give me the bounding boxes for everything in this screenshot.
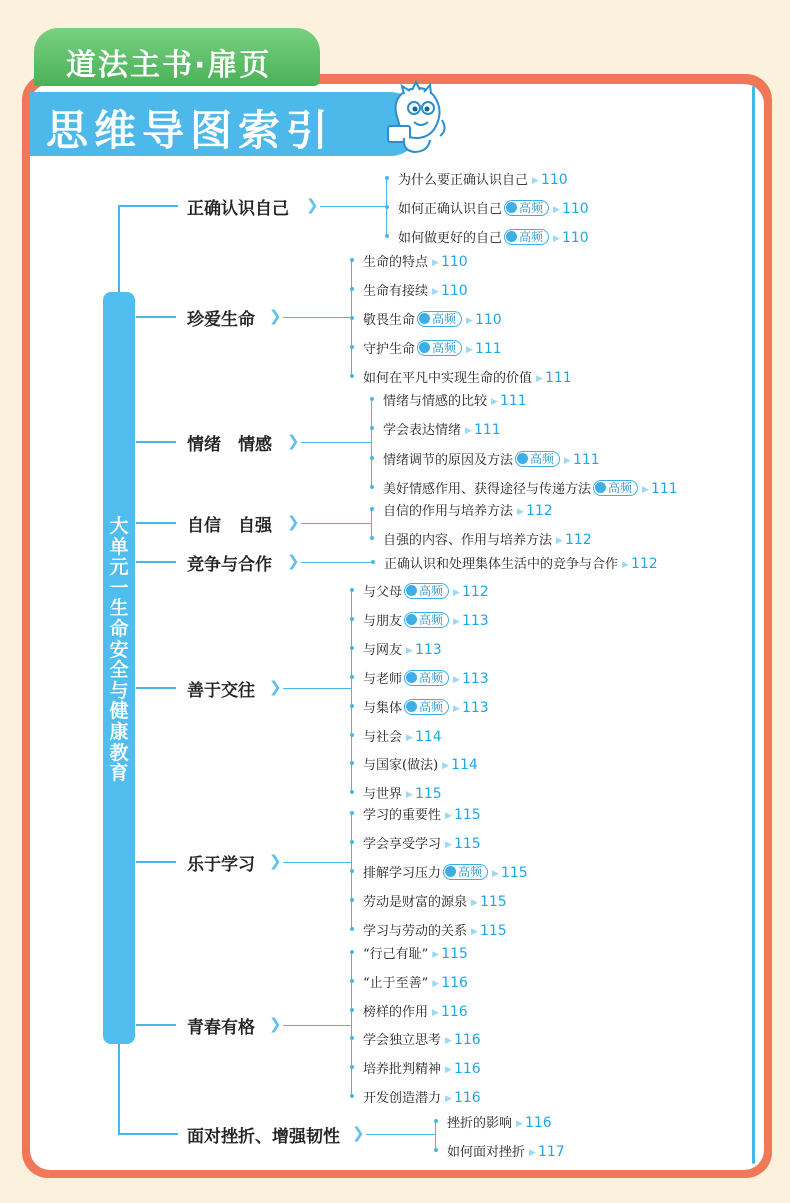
bullet-dot [434, 1119, 438, 1123]
category-label: 青春有格 [187, 1018, 255, 1038]
index-item-text: 情绪与情感的比较 [383, 394, 488, 409]
page-number: 114 [414, 728, 442, 745]
index-item-text: 自强的内容、作用与培养方法 [383, 533, 553, 548]
index-item-text: 与集体 [363, 700, 403, 716]
index-item [363, 668, 489, 687]
index-item [363, 920, 507, 939]
index-item-text: 为什么要正确认识自己 [398, 173, 529, 188]
page-number: 110 [474, 312, 502, 328]
high-frequency-badge [404, 670, 449, 686]
connector-line [301, 442, 371, 443]
page-number: 115 [441, 946, 468, 962]
arrow-right-icon: ▶ [492, 868, 499, 879]
index-item-text: 如何面对挫折 [447, 1145, 526, 1160]
badge-label: 高频 [458, 864, 483, 879]
category-label: 善于交往 [187, 681, 255, 701]
bullet-dot [350, 811, 354, 815]
arrow-right-icon: ▶ [453, 588, 460, 598]
index-item [383, 500, 553, 519]
index-item-text: “行己有耻” [363, 947, 429, 962]
index-item [363, 581, 489, 600]
bullet-dot [350, 761, 354, 765]
bullet-dot [370, 397, 374, 401]
index-item [363, 251, 468, 270]
index-item [383, 478, 678, 497]
bullet-dot [350, 287, 354, 291]
high-frequency-badge [515, 451, 560, 467]
arrow-right-icon: ▶ [432, 287, 439, 297]
chevron-right-icon: ❯ [287, 432, 300, 450]
index-item-text: 与网友 [363, 642, 403, 658]
index-item [384, 553, 658, 572]
branch-line [136, 441, 176, 443]
badge-label: 高频 [419, 699, 444, 714]
high-frequency-badge [417, 340, 462, 356]
high-frequency-badge [404, 699, 449, 715]
arrow-right-icon: ▶ [564, 455, 571, 466]
index-item-text: 排解学习压力 [363, 865, 442, 881]
bullet-dot [350, 840, 354, 844]
bullet-dot [350, 345, 354, 349]
bullet-dot [350, 733, 354, 737]
page-number: 111 [544, 370, 572, 386]
bullet-dot [370, 426, 374, 430]
high-frequency-badge [593, 480, 638, 496]
page-number: 117 [537, 1144, 565, 1160]
badge-circle-icon [406, 701, 417, 712]
index-item [363, 891, 507, 910]
index-item [363, 1029, 481, 1048]
index-item-text: 自信的作用与培养方法 [383, 504, 514, 519]
bullet-dot [350, 646, 354, 650]
branch-line [118, 205, 178, 207]
arrow-right-icon: ▶ [517, 507, 524, 517]
badge-label: 高频 [419, 670, 444, 685]
header-tab-label: 道法主书·扉页 [66, 48, 272, 83]
arrow-right-icon: ▶ [556, 536, 563, 546]
bullet-dot [350, 258, 354, 262]
index-item-text: 生命有接续 [363, 284, 429, 299]
page-number: 112 [525, 503, 553, 519]
page-number: 116 [440, 1003, 468, 1020]
index-item [363, 697, 489, 716]
bullet-dot [385, 176, 389, 180]
index-item [363, 943, 468, 962]
arrow-right-icon: ▶ [453, 703, 460, 714]
trunk-line-top [118, 206, 120, 292]
arrow-right-icon: ▶ [465, 426, 472, 437]
index-item-text: 如何做更好的自己 [398, 231, 503, 246]
index-item [447, 1141, 565, 1160]
index-item-text: 榜样的作用 [363, 1004, 429, 1020]
badge-label: 高频 [608, 480, 633, 495]
page-number: 111 [474, 341, 502, 357]
arrow-right-icon: ▶ [432, 1007, 439, 1018]
page-number: 110 [561, 201, 589, 217]
branch-line [118, 1133, 178, 1135]
connector-line [366, 1134, 435, 1135]
bullet-dot [350, 675, 354, 679]
arrow-right-icon: ▶ [529, 1148, 536, 1158]
page-title: 思维导图索引 [46, 106, 335, 155]
chevron-right-icon: ❯ [269, 1015, 282, 1033]
index-item-text: 与社会 [363, 729, 403, 745]
arrow-right-icon: ▶ [445, 1036, 452, 1047]
arrow-right-icon: ▶ [622, 560, 629, 570]
bullet-dot [370, 507, 374, 511]
index-item-text: 生命的特点 [363, 255, 429, 270]
index-item [363, 726, 442, 745]
connector-line [320, 206, 386, 207]
bullet-dot [385, 234, 389, 238]
bullet-dot [350, 898, 354, 902]
dinosaur-mascot-icon [384, 80, 448, 154]
index-item [383, 529, 592, 548]
index-item-text: 与朋友 [363, 613, 403, 629]
index-item [363, 754, 478, 773]
index-item-text: 培养批判精神 [363, 1062, 442, 1078]
category-label: 面对挫折、增强韧性 [187, 1127, 340, 1147]
page-number: 116 [453, 1090, 481, 1106]
page-number: 115 [479, 893, 507, 910]
arrow-right-icon: ▶ [471, 897, 478, 908]
arrow-right-icon: ▶ [553, 234, 560, 244]
index-item [363, 783, 442, 802]
branch-line [136, 1024, 176, 1026]
index-item [398, 169, 568, 188]
category-label: 竞争与合作 [187, 555, 272, 575]
index-item [383, 390, 527, 409]
index-item-text: 情绪调节的原因及方法 [383, 452, 514, 468]
arrow-right-icon: ▶ [553, 205, 560, 215]
index-item [383, 449, 600, 468]
arrow-right-icon: ▶ [453, 674, 460, 685]
page-number: 114 [451, 757, 478, 774]
badge-label: 高频 [519, 230, 544, 244]
arrow-right-icon: ▶ [532, 176, 539, 186]
index-item-text: 正确认识和处理集体生活中的竞争与合作 [384, 557, 619, 572]
bracket-line [351, 952, 352, 1096]
page-number: 115 [453, 807, 481, 823]
bullet-dot [350, 979, 354, 983]
right-edge-line [752, 86, 755, 1164]
arrow-right-icon: ▶ [466, 345, 473, 355]
arrow-right-icon: ▶ [406, 790, 413, 801]
page-number: 116 [524, 1115, 552, 1131]
index-item-text: 与父母 [363, 585, 403, 600]
index-item [363, 1001, 468, 1020]
bracket-line [435, 1121, 436, 1150]
badge-label: 高频 [432, 312, 457, 326]
page-number: 116 [453, 1032, 481, 1049]
branch-line [136, 561, 176, 563]
page-number: 111 [499, 393, 527, 409]
bullet-dot [350, 704, 354, 708]
index-item [383, 419, 501, 438]
arrow-right-icon: ▶ [406, 732, 413, 743]
index-item [363, 804, 481, 823]
bullet-dot [385, 205, 389, 209]
page-number: 112 [630, 556, 658, 572]
badge-circle-icon [406, 614, 417, 625]
chevron-right-icon: ❯ [306, 196, 319, 214]
bullet-dot [350, 374, 354, 378]
page-number: 113 [414, 641, 442, 658]
index-item [398, 227, 589, 246]
arrow-right-icon: ▶ [445, 839, 452, 850]
arrow-right-icon: ▶ [453, 616, 460, 627]
bullet-dot [350, 1008, 354, 1012]
index-item [363, 338, 502, 357]
branch-line [136, 861, 176, 863]
badge-label: 高频 [432, 341, 457, 355]
branch-line [136, 316, 176, 318]
index-item [363, 367, 572, 386]
index-item-text: 如何在平凡中实现生命的价值 [363, 371, 533, 386]
badge-label: 高频 [419, 612, 444, 627]
branch-line [136, 687, 176, 689]
bullet-dot [350, 1094, 354, 1098]
index-item-text: 与国家(做法) [363, 758, 439, 774]
arrow-right-icon: ▶ [642, 484, 649, 495]
page-number: 113 [461, 612, 489, 629]
chevron-right-icon: ❯ [287, 552, 300, 570]
page-number: 112 [461, 584, 489, 600]
chevron-right-icon: ❯ [269, 307, 282, 325]
page-number: 112 [564, 532, 592, 548]
arrow-right-icon: ▶ [516, 1119, 523, 1129]
page-number: 115 [453, 835, 481, 852]
index-item [363, 833, 481, 852]
bullet-dot [371, 560, 375, 564]
index-item-text: 劳动是财富的源泉 [363, 894, 468, 910]
category-label: 自信 自强 [187, 516, 272, 536]
page-number: 110 [561, 230, 589, 246]
index-item [363, 639, 442, 658]
connector-line [283, 1025, 351, 1026]
bullet-dot [370, 536, 374, 540]
branch-line [136, 522, 176, 524]
bullet-dot [350, 950, 354, 954]
page-number: 111 [650, 480, 678, 497]
page-number: 110 [540, 172, 568, 188]
index-item [363, 862, 528, 881]
bullet-dot [370, 456, 374, 460]
connector-line [301, 523, 371, 524]
index-item [447, 1112, 552, 1131]
connector-line [301, 562, 372, 563]
arrow-right-icon: ▶ [466, 316, 473, 326]
high-frequency-badge [443, 864, 488, 880]
page-number: 113 [461, 670, 489, 687]
high-frequency-badge [404, 583, 449, 599]
badge-circle-icon [517, 453, 528, 464]
badge-circle-icon [445, 866, 456, 877]
index-item-text: 学会表达情绪 [383, 423, 462, 439]
page-number: 116 [441, 974, 468, 991]
arrow-right-icon: ▶ [445, 1094, 452, 1104]
index-item-text: “止于至善” [363, 975, 429, 991]
badge-circle-icon [419, 313, 430, 324]
index-item [363, 972, 468, 991]
category-label: 珍爱生命 [187, 310, 255, 330]
bullet-dot [350, 588, 354, 592]
trunk-line-bottom [118, 1044, 120, 1134]
bullet-dot [350, 927, 354, 931]
chevron-right-icon: ❯ [287, 513, 300, 531]
bullet-dot [434, 1148, 438, 1152]
high-frequency-badge [404, 612, 449, 628]
badge-circle-icon [506, 231, 517, 242]
index-item-text: 学习与劳动的关系 [363, 923, 468, 939]
index-item [363, 309, 502, 328]
chevron-right-icon: ❯ [269, 678, 282, 696]
category-label: 情绪 情感 [187, 435, 272, 455]
index-item-text: 敬畏生命 [363, 313, 416, 328]
unit-label: 大单元一 生命安全与健康教育 [109, 515, 129, 785]
bullet-dot [350, 869, 354, 873]
index-item-text: 如何正确认识自己 [398, 202, 503, 217]
index-item-text: 与老师 [363, 671, 403, 687]
index-item [363, 610, 489, 629]
chevron-right-icon: ❯ [269, 852, 282, 870]
index-item-text: 与世界 [363, 787, 403, 803]
arrow-right-icon: ▶ [471, 926, 478, 937]
index-item [363, 1058, 481, 1077]
high-frequency-badge [504, 229, 549, 245]
badge-circle-icon [406, 672, 417, 683]
badge-circle-icon [406, 585, 417, 596]
index-item-text: 学习的重要性 [363, 808, 442, 823]
category-label: 正确认识自己 [187, 199, 289, 219]
bracket-line [371, 509, 372, 538]
index-item-text: 美好情感作用、获得途径与传递方法 [383, 481, 592, 497]
index-item-text: 守护生命 [363, 342, 416, 357]
connector-line [283, 317, 351, 318]
arrow-right-icon: ▶ [445, 811, 452, 821]
badge-circle-icon [595, 482, 606, 493]
connector-line [283, 862, 351, 863]
page-number: 116 [453, 1061, 481, 1078]
arrow-right-icon: ▶ [406, 645, 413, 656]
page-number: 110 [440, 283, 468, 299]
connector-line [283, 688, 351, 689]
badge-circle-icon [506, 202, 517, 213]
page-number: 115 [479, 922, 507, 939]
bullet-dot [350, 1065, 354, 1069]
arrow-right-icon: ▶ [445, 1065, 452, 1076]
index-item [398, 198, 589, 217]
bracket-line [371, 399, 372, 487]
page-number: 110 [440, 254, 468, 270]
page-number: 113 [461, 699, 489, 716]
page-number: 111 [473, 422, 501, 439]
page-number: 115 [414, 786, 442, 803]
bullet-dot [350, 1036, 354, 1040]
index-item-text: 学会享受学习 [363, 836, 442, 852]
arrow-right-icon: ▶ [536, 374, 543, 384]
arrow-right-icon: ▶ [432, 978, 440, 989]
bullet-dot [350, 617, 354, 621]
index-item-text: 挫折的影响 [447, 1116, 513, 1131]
index-item [363, 1087, 481, 1106]
chevron-right-icon: ❯ [352, 1124, 365, 1142]
arrow-right-icon: ▶ [432, 950, 440, 960]
page-number: 111 [572, 451, 600, 468]
badge-label: 高频 [419, 584, 444, 598]
high-frequency-badge [504, 200, 549, 216]
arrow-right-icon: ▶ [442, 761, 450, 772]
badge-label: 高频 [530, 451, 555, 466]
index-item-text: 学会独立思考 [363, 1033, 442, 1049]
index-item [363, 280, 468, 299]
badge-circle-icon [419, 342, 430, 353]
badge-label: 高频 [519, 201, 544, 215]
arrow-right-icon: ▶ [432, 258, 439, 268]
bullet-dot [350, 316, 354, 320]
category-label: 乐于学习 [187, 855, 255, 875]
page-number: 115 [500, 864, 528, 881]
bullet-dot [370, 485, 374, 489]
index-item-text: 开发创造潜力 [363, 1091, 442, 1106]
bullet-dot [350, 790, 354, 794]
high-frequency-badge [417, 311, 462, 327]
arrow-right-icon: ▶ [491, 397, 498, 407]
